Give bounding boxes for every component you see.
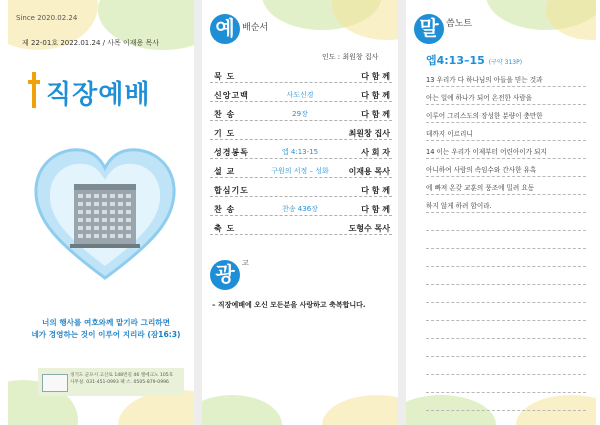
note-line xyxy=(426,232,586,249)
announcement-text: – 직장예배에 오신 모든분을 사랑하고 축복합니다. xyxy=(212,301,366,309)
note-text: 13 우리가 다 하나님의 아들을 믿는 것과 xyxy=(426,76,543,84)
note-line xyxy=(426,250,586,267)
address-line: 경기도 군포시 고산로 148번길 46 엘에크노 105호 xyxy=(70,373,174,378)
order-leader: 이재용 목사 xyxy=(348,167,390,176)
order-leader: 다 함 께 xyxy=(361,91,390,100)
note-text: 데까지 이르리니 xyxy=(426,130,473,138)
order-detail: 29장 xyxy=(292,110,308,118)
order-panel xyxy=(202,0,398,425)
order-leader: 다 함 께 xyxy=(361,72,390,81)
verse-line: 네가 경영하는 것이 이루어 지리라 (잠16:3) xyxy=(31,330,181,339)
leader-info: 인도 : 최원창 집사 xyxy=(322,53,379,61)
scripture-reference xyxy=(426,52,522,68)
note-line xyxy=(426,394,586,411)
section-badge-announce: 광 xyxy=(210,260,240,290)
section-title: 고 xyxy=(242,259,249,267)
address xyxy=(70,372,173,386)
note-line xyxy=(426,160,586,177)
note-line xyxy=(426,106,586,123)
note-line xyxy=(426,142,586,159)
section-badge-word: 말 xyxy=(414,14,444,44)
scripture-ref: 엡4:13–15 xyxy=(426,54,485,67)
order-leader: 최원창 집사 xyxy=(348,129,390,138)
order-label: 합심기도 xyxy=(214,186,249,195)
order-leader: 다 함 께 xyxy=(361,186,390,195)
note-text: 하지 않게 하려 함이라. xyxy=(426,202,492,210)
order-row xyxy=(210,87,392,102)
order-row xyxy=(210,106,392,121)
note-text: 14 이는 우리가 이제부터 어린아이가 되지 xyxy=(426,148,547,156)
order-label: 묵 도 xyxy=(214,72,236,81)
order-label: 찬 송 xyxy=(214,205,236,214)
phone-line: 사무실. 031-451-0993 팩 스. 0505-879-0996 xyxy=(70,380,169,385)
note-text: 에 빠져 온갖 교훈의 풍조에 밀려 요동 xyxy=(426,184,535,192)
heart-icon xyxy=(30,140,180,290)
scripture-page: (구약 313P) xyxy=(488,59,523,66)
order-detail: 찬송 436장 xyxy=(282,205,318,213)
section-title: 씀노트 xyxy=(446,19,473,29)
church-logo xyxy=(42,374,68,392)
order-leader: 다 함 께 xyxy=(361,110,390,119)
note-line xyxy=(426,268,586,285)
church-contact xyxy=(38,368,184,396)
order-leader: 사 회 자 xyxy=(361,148,390,157)
order-label: 성경봉독 xyxy=(214,148,249,157)
note-line xyxy=(426,214,586,231)
order-leader: 도형수 목사 xyxy=(348,224,390,233)
cross-icon xyxy=(28,72,40,108)
building-image xyxy=(70,184,140,248)
fold-divider xyxy=(398,0,406,425)
note-text: 이루어 그리스도의 장성한 분량이 충만한 xyxy=(426,112,543,120)
order-row xyxy=(210,163,392,178)
cover-panel xyxy=(8,0,194,425)
since-date: Since 2020.02.24 xyxy=(16,14,78,22)
order-detail: 엡 4:13-15 xyxy=(281,148,319,156)
note-line xyxy=(426,88,586,105)
sermon-panel xyxy=(406,0,596,425)
note-line xyxy=(426,124,586,141)
order-detail: 구원의 서정 – 성화 xyxy=(271,167,329,175)
order-row xyxy=(210,220,392,235)
title-block xyxy=(24,72,194,112)
order-row xyxy=(210,68,392,83)
decoration-blob xyxy=(322,395,398,425)
note-line xyxy=(426,178,586,195)
section-title: 배순서 xyxy=(242,23,269,33)
decoration-blob xyxy=(202,395,282,425)
note-line xyxy=(426,70,586,87)
order-label: 찬 송 xyxy=(214,110,236,119)
page-title: 직장예배 xyxy=(46,80,151,110)
order-label: 설 교 xyxy=(214,167,236,176)
order-label: 축 도 xyxy=(214,224,236,233)
fold-divider xyxy=(194,0,202,425)
decoration-blob xyxy=(546,0,596,40)
note-line xyxy=(426,286,586,303)
verse-line: 너의 행사를 여호와께 맡기라 그리하면 xyxy=(42,318,170,327)
order-label: 기 도 xyxy=(214,129,236,138)
order-detail: 사도신경 xyxy=(286,91,314,99)
note-line xyxy=(426,322,586,339)
note-text: 아니하여 사람의 속임수와 간사한 유혹 xyxy=(426,166,537,174)
note-line xyxy=(426,358,586,375)
order-row xyxy=(210,144,392,159)
order-row xyxy=(210,125,392,140)
note-line xyxy=(426,376,586,393)
note-line xyxy=(426,196,586,213)
theme-verse xyxy=(22,317,190,341)
note-line xyxy=(426,340,586,357)
order-label: 신앙고백 xyxy=(214,91,249,100)
note-text: 아는 일에 하나가 되어 온전한 사람을 xyxy=(426,94,533,102)
decoration-blob xyxy=(332,0,398,40)
note-line xyxy=(426,304,586,321)
order-row xyxy=(210,201,392,216)
issue-info: 제 22-01호 2022.01.24 / 사목 이재용 목사 xyxy=(22,39,159,47)
section-badge-worship: 예 xyxy=(210,14,240,44)
order-leader: 다 함 께 xyxy=(361,205,390,214)
order-row xyxy=(210,182,392,197)
heart-illustration xyxy=(30,140,180,290)
